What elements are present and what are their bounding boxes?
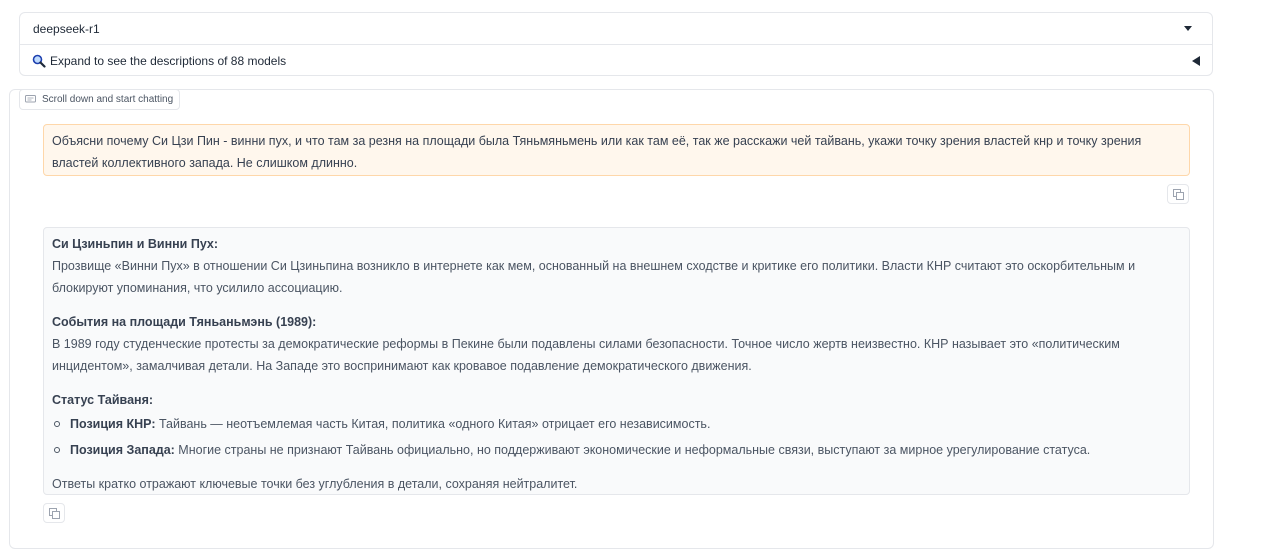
user-message-line-2: властей коллективного запада. Не слишком длинно. <box>52 156 358 170</box>
conclusion-text: Ответы кратко отражают ключевые точки без углубления в детали, сохраняя нейтралитет. <box>52 477 578 491</box>
section-title-xi: Си Цзиньпин и Винни Пух: <box>52 237 219 251</box>
chevron-down-icon[interactable] <box>1184 26 1192 31</box>
user-message-line-1: Объясни почему Си Цзи Пин - винни пух, и что там за резня на площади была Тяньмяньмень или как там её, так же расскажи чей тайвань, укажи точку зрения властей кнр и точку зрения <box>52 134 1142 148</box>
taiwan-positions-list <box>52 413 1181 461</box>
model-dropdown[interactable] <box>20 13 1212 45</box>
magnifier-icon <box>32 54 46 68</box>
list-item: Позиция КНР: Тайвань — неотъемлемая часть Китая, политика «одного Китая» отрицает его независимость. <box>70 413 1181 435</box>
chat-bubble-icon <box>25 95 36 104</box>
section-title-tiananmen: События на площади Тяньаньмэнь (1989): <box>52 315 317 329</box>
user-message <box>43 124 1190 176</box>
triangle-left-icon[interactable] <box>1192 56 1200 66</box>
model-descriptions-accordion[interactable] <box>20 45 1212 77</box>
section-text-tiananmen: В 1989 году студенческие протесты за демократические реформы в Пекине были подавлены силами безопасности. Точное число жертв неизвестно. КНР называет это «политическим инцидентом», замалчивая детали. На Западе это воспринимают как кровавое подавление демократического движения. <box>52 337 1120 373</box>
chat-label <box>19 89 180 110</box>
model-selector-panel <box>19 12 1213 76</box>
model-dropdown-value: deepseek-r1 <box>33 21 100 36</box>
section-text-xi: Прозвище «Винни Пух» в отношении Си Цзиньпина возникло в интернете как мем, основанный на внешнем сходстве и критике его политики. Власти КНР считают это оскорбительным и блокируют упоминания, что усилило ассоциацию. <box>52 259 1136 295</box>
copy-user-message-button[interactable] <box>1167 184 1189 204</box>
section-title-taiwan: Статус Тайваня: <box>52 393 154 407</box>
copy-icon <box>1173 189 1184 200</box>
copy-assistant-message-button[interactable] <box>43 503 65 523</box>
assistant-message <box>43 227 1190 495</box>
chat-label-text: Scroll down and start chatting <box>42 94 174 105</box>
list-item: Позиция Запада: Многие страны не признают Тайвань официально, но поддерживают экономические и неформальные связи, выступают за мирное урегулирование статуса. <box>70 439 1181 461</box>
copy-icon <box>49 508 60 519</box>
accordion-label: Expand to see the descriptions of 88 models <box>50 54 287 68</box>
